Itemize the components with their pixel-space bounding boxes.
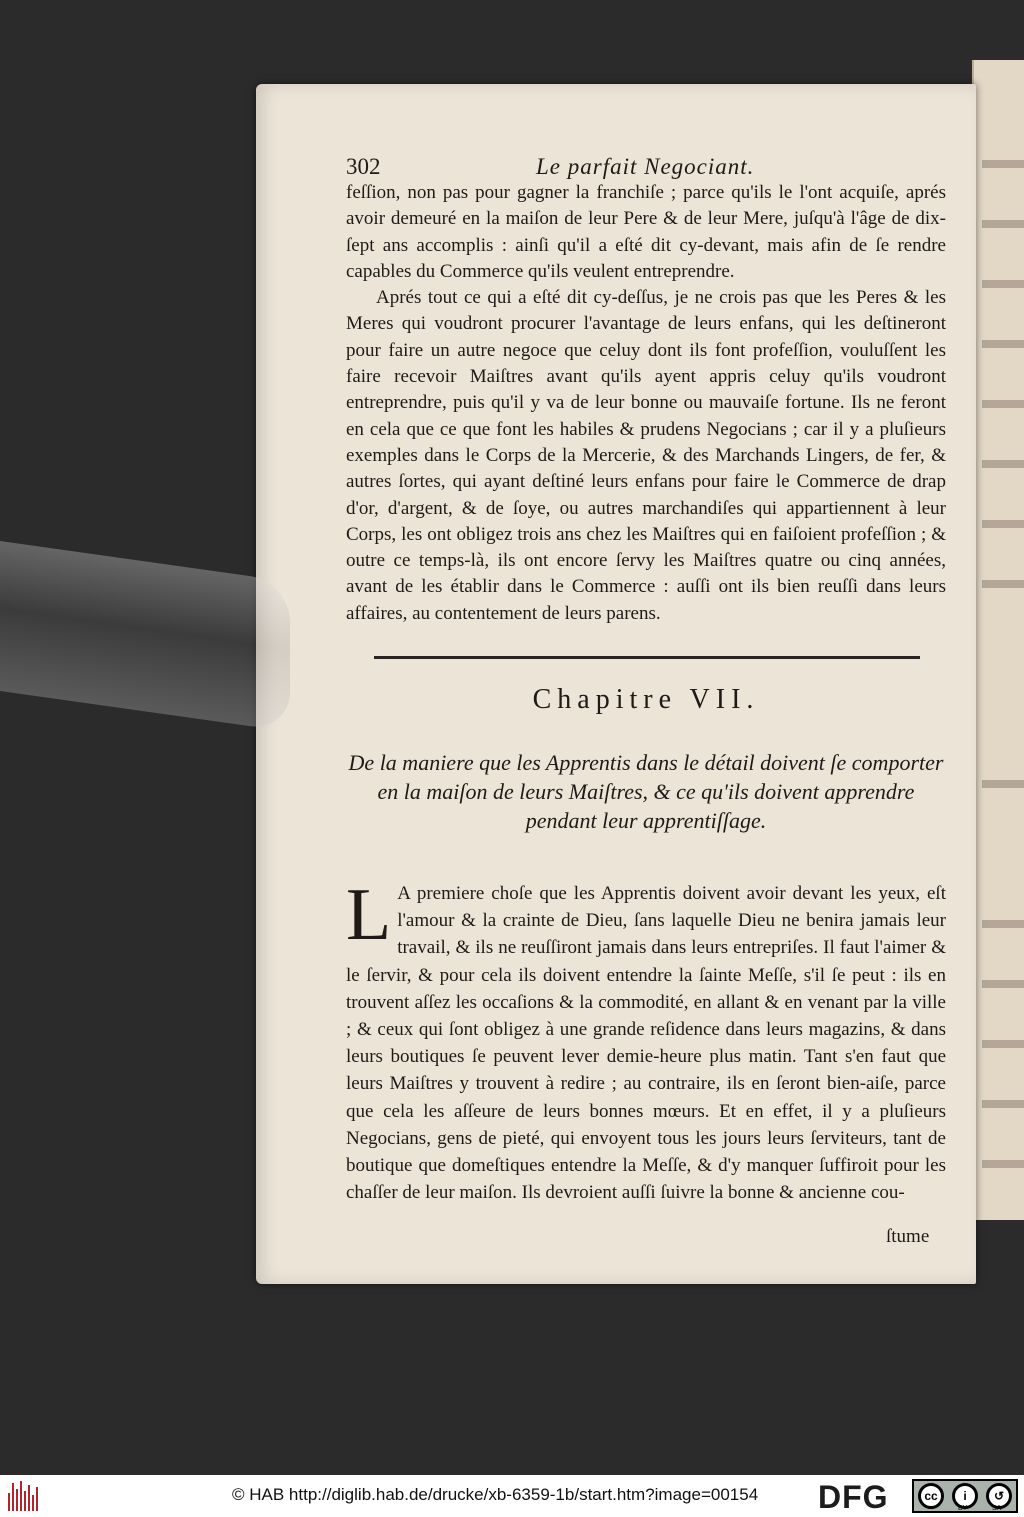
adjacent-page-edge (972, 60, 1024, 1220)
source-url[interactable]: © HAB http://diglib.hab.de/drucke/xb-6359-1b/start.htm?image=00154 (232, 1485, 759, 1504)
paragraph-2: Aprés tout ce qui a eſté dit cy-deſſus, je ne crois pas que les Peres & les Meres qui voudront procurer l'avantage de leurs enfans, qui les deſtineront pour faire un autre negoce que celuy dont ils font profeſſion, vouluſſent les faire recevoir Maiſtres avant qu'ils ayent appris celuy qu'ils voudront entreprendre, puis qu'il y va de leur bonne ou mauvaiſe fortune. Ils ne feront en cela que ce que font les habiles & prudens Negocians ; car il y a pluſieurs exemples dans le Corps de la Mercerie, & des Marchands Lingers, de fer, & autres ſortes, qui ayant deſtiné leurs enfans pour faire le Commerce de drap d'or, d'argent, & de ſoye, ou autres marchandiſes qui appartiennent à leur Corps, les ont obligez trois ans chez les Maiſtres qui en faiſoient profeſſion ; & outre ce temps-là, ils ont encore ſervy les Maiſtres quatre ou cinq années, avant de les établir dans le Commerce : auſſi ont ils bien reuſſi dans leurs affaires, au contentement de leurs parens. (346, 287, 946, 624)
catchword: ſtume (886, 1226, 930, 1247)
cc-license-icon[interactable] (912, 1479, 1018, 1513)
running-title: Le parfait Negociant. (536, 154, 755, 179)
chapter-rule (374, 656, 920, 659)
dfg-logo-icon[interactable]: DFG (818, 1479, 889, 1515)
chapter-heading: Chapitre VII. (532, 684, 760, 715)
paragraph-1: feſſion, non pas pour gagner la franchiſe ; parce qu'ils le l'ont acquiſe, aprés avoir demeuré en la maiſon de leur Pere & de leur Mere, juſqu'à l'âge de dix-ſept ans accomplis : ainſi qu'il a eſté dit cy-devant, mais afin de ſe rendre capables du Commerce qu'ils veulent entreprendre. (346, 182, 946, 282)
body-text-chapter (346, 874, 946, 1206)
page-number: 302 (346, 154, 381, 179)
chapter-subtitle: De la maniere que les Apprentis dans le détail doivent ſe comporter en la maiſon de leurs Maiſtres, & ce qu'ils doivent apprendre pendant leur apprentiſſage. (348, 750, 944, 833)
sa-label: SA (992, 1505, 1002, 1512)
glass-clip (0, 538, 290, 732)
by-attribution-icon: i (952, 1483, 978, 1509)
cc-icon: cc (918, 1483, 944, 1509)
by-label: BY (958, 1505, 968, 1512)
body-text-top (346, 180, 946, 627)
sa-sharealike-icon: ↺ (986, 1483, 1012, 1509)
drop-cap: L (346, 874, 392, 956)
hab-barcode-logo-icon[interactable] (8, 1481, 38, 1511)
footer-bar (0, 1475, 1024, 1517)
book-page (256, 84, 976, 1284)
paragraph-3: A premiere choſe que les Apprentis doivent avoir devant les yeux, eſt l'amour & la crainte de Dieu, ſans laquelle Dieu ne benira jamais leur travail, & ils ne reuſſiront jamais dans leurs entrepriſes. Il faut l'aimer & le ſervir, & pour cela ils doivent entendre la ſainte Meſſe, s'il ſe peut : ils en trouvent aſſez les occaſions & la commodité, en allant & en venant par la ville ; & ceux qui ſont obligez à une grande reſidence dans leurs magazins, & dans leurs boutiques ſe peuvent lever demie-heure plus matin. Tant s'en faut que leurs Maiſtres y trouvent à redire ; au contraire, ils en ſeront bien-aiſe, parce que cela les aſſeure de leurs bonnes mœurs. Et en effet, il y a pluſieurs Negocians, gens de pieté, qui envoyent tous les jours leurs ſerviteurs, tant de boutique que domeſtiques entendre la Meſſe, & d'y manquer ſuffiroit pour les chaſſer de leur maiſon. Ils devroient auſſi ſuivre la bonne & ancienne cou- (346, 883, 946, 1204)
